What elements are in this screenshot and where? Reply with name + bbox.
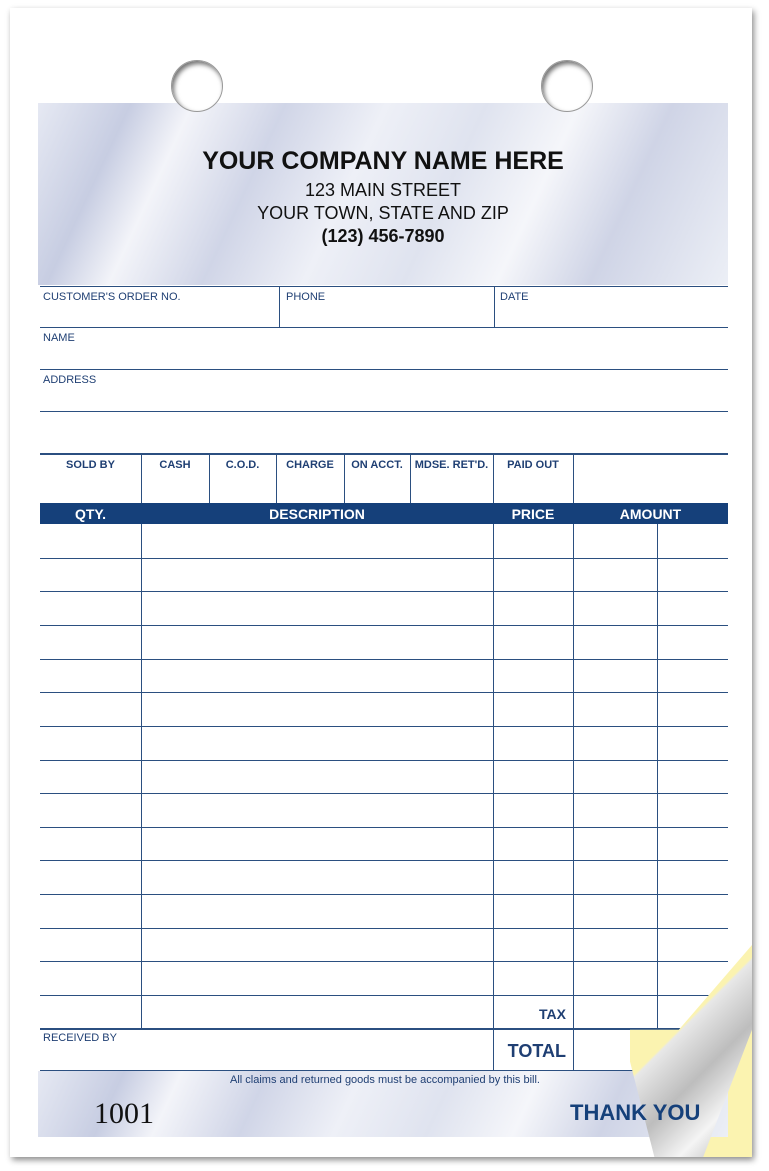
table-header [40,503,728,524]
description-header: DESCRIPTION [269,506,365,522]
date-field[interactable]: DATE [500,291,529,303]
punch-hole-right [541,60,593,112]
payment-option-5[interactable]: MDSE. RET'D. [414,459,489,471]
table-row-line [40,961,728,962]
table-row-line [40,793,728,794]
divider [40,327,728,328]
divider [40,369,728,370]
company-name: YOUR COMPANY NAME HERE [202,147,564,175]
table-row-line [40,1029,728,1030]
payment-option-6[interactable]: PAID OUT [507,459,559,471]
company-street: 123 MAIN STREET [304,180,462,200]
price-header: PRICE [511,506,555,522]
table-column-line [493,524,494,1070]
divider [40,286,728,287]
divider [40,453,728,455]
divider [209,455,210,503]
table-row-line [40,726,728,727]
name-field[interactable]: NAME [43,332,75,344]
received-by-field[interactable]: RECEIVED BY [43,1032,117,1044]
table-column-line [141,524,142,1028]
table-row-line [40,827,728,828]
table-row-line [40,995,728,996]
divider [573,455,574,503]
table-row-line [40,625,728,626]
divider [40,1070,728,1071]
table-column-line [573,524,574,1070]
amount-header: AMOUNT [619,506,682,522]
claims-notice: All claims and returned goods must be accompanied by this bill. [230,1074,540,1086]
divider [141,455,142,503]
divider [40,1028,728,1029]
table-row-line [40,760,728,761]
table-row-line [40,860,728,861]
punch-hole-left [171,60,223,112]
company-phone: (123) 456-7890 [321,226,445,246]
phone-field[interactable]: PHONE [286,291,326,303]
payment-option-2[interactable]: C.O.D. [225,459,260,471]
divider [40,411,728,412]
form-number: 1001 [94,1097,154,1130]
table-row-line [40,928,728,929]
payment-option-0[interactable]: SOLD BY [66,459,115,471]
thank-you-text: THANK YOU [570,1100,701,1125]
table-row-line [40,692,728,693]
divider [279,286,280,327]
divider [276,455,277,503]
table-row-line [40,591,728,592]
divider [493,455,494,503]
divider [410,455,411,503]
divider [344,455,345,503]
table-row-line [40,558,728,559]
payment-option-1[interactable]: CASH [159,459,191,471]
table-column-line [657,524,658,1028]
divider [494,286,495,327]
table-row-line [40,659,728,660]
total-label: TOTAL [507,1041,566,1061]
qty-header: QTY. [74,506,107,522]
tax-label: TAX [539,1006,566,1022]
order-no-field[interactable]: CUSTOMER'S ORDER NO. [43,291,181,303]
payment-option-3[interactable]: CHARGE [286,459,334,471]
payment-option-4[interactable]: ON ACCT. [351,459,403,471]
table-row-line [40,894,728,895]
company-city: YOUR TOWN, STATE AND ZIP [257,203,509,223]
address-field[interactable]: ADDRESS [43,374,97,386]
